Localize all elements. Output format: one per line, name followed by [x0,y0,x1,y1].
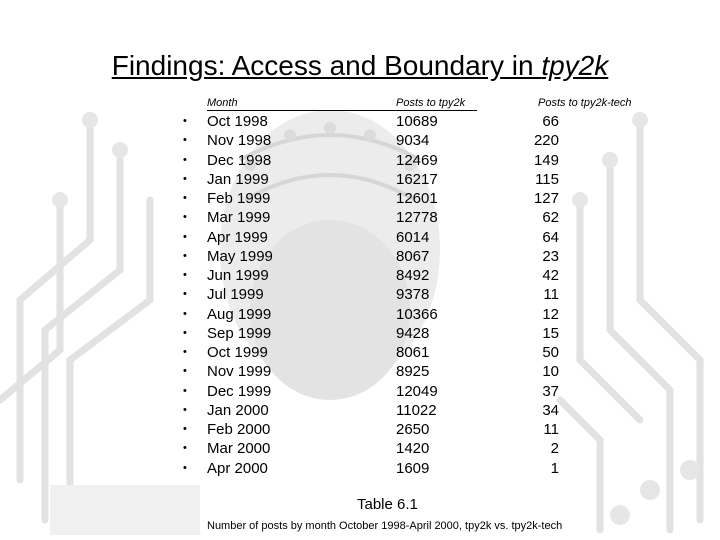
bullet-icon: • [183,384,187,397]
bullet-icon: • [183,346,187,358]
bullet-icon: • [183,269,187,281]
bullet-icon: • [183,172,187,185]
table-row [0,343,720,362]
table-row [0,208,720,227]
posts-cell: 8925 [396,363,430,381]
header-underline [207,110,477,111]
title-text: Findings: Access and Boundary in [111,50,542,81]
month-cell: Oct 1999 [207,344,268,361]
table-row [0,151,720,170]
table-row [0,382,720,401]
bullet-icon: • [183,134,187,147]
month-cell: Apr 1999 [207,228,268,246]
tech-posts-cell: 34 [542,401,559,419]
month-cell: Jul 1999 [207,286,264,304]
bullet-icon: • [183,249,187,262]
month-cell: Jan 1999 [207,170,269,188]
table-row [0,247,720,266]
posts-cell: 1420 [396,440,430,458]
bullet-icon: • [183,442,187,455]
bullet-icon: • [183,211,187,224]
month-cell: Mar 2000 [207,440,271,458]
tech-posts-cell: 11 [543,421,559,438]
month-cell: Dec 1999 [207,382,272,400]
tech-posts-cell: 10 [542,363,559,381]
tech-posts-cell: 66 [542,113,559,130]
posts-column-header: Posts to tpy2k [396,97,466,109]
tech-posts-cell: 149 [533,151,559,169]
table-caption: Table 6.1 [357,496,418,513]
tech-posts-cell: 42 [542,267,559,284]
month-cell: Sep 1999 [207,324,272,342]
posts-cell: 9428 [396,324,430,342]
month-cell: Oct 1998 [207,113,268,130]
table-row [0,112,720,131]
bullet-icon: • [183,115,187,127]
month-cell: Nov 1999 [207,363,272,381]
posts-cell: 9034 [396,132,430,150]
tech-posts-cell: 37 [542,382,559,400]
slide-title [0,50,720,82]
month-cell: Aug 1999 [207,305,272,323]
posts-table [0,112,720,478]
month-cell: Mar 1999 [207,209,271,227]
posts-cell: 10366 [396,305,438,323]
bullet-icon: • [183,153,187,166]
posts-cell: 8067 [396,247,430,265]
month-column-header: Month [207,97,238,109]
posts-cell: 16217 [396,170,438,188]
tech-posts-cell: 23 [542,247,559,265]
table-row [0,420,720,439]
posts-cell: 11022 [396,401,437,419]
tech-posts-cell: 62 [542,209,559,227]
posts-cell: 6014 [396,228,430,246]
posts-cell: 12601 [396,190,438,207]
month-cell: Nov 1998 [207,132,272,150]
month-cell: Jun 1999 [207,267,269,284]
month-cell: Feb 2000 [207,421,271,438]
table-row [0,266,720,285]
posts-cell: 2650 [396,421,430,438]
tech-posts-cell: 50 [542,344,559,361]
bullet-icon: • [183,403,187,416]
posts-cell: 8492 [396,267,430,284]
table-row [0,189,720,208]
bullet-icon: • [183,461,187,474]
tech-posts-cell: 1 [550,459,559,477]
tech-posts-cell: 220 [533,132,559,150]
posts-cell: 10689 [396,113,438,130]
bullet-icon: • [183,192,187,204]
tech-posts-cell: 64 [542,228,559,246]
bullet-icon: • [183,230,187,243]
title-emphasis: tpy2k [541,50,609,81]
table-row [0,439,720,458]
tech-posts-column-header: Posts to tpy2k-tech [538,97,632,109]
table-row [0,131,720,150]
table-row [0,170,720,189]
tech-posts-cell: 115 [535,170,559,188]
table-row [0,285,720,304]
table-row [0,401,720,420]
posts-cell: 12778 [396,209,438,227]
tech-posts-cell: 2 [550,440,559,458]
bullet-icon: • [183,365,187,378]
month-cell: Jan 2000 [207,401,269,419]
bullet-icon: • [183,288,187,301]
bullet-icon: • [183,307,187,320]
bullet-icon: • [183,423,187,435]
posts-cell: 1609 [396,459,430,477]
tech-posts-cell: 12 [542,305,559,323]
posts-cell: 9378 [396,286,430,304]
tech-posts-cell: 11 [543,286,559,304]
table-row [0,305,720,324]
table-row [0,459,720,478]
month-cell: Apr 2000 [207,459,268,477]
posts-cell: 12469 [396,151,438,169]
table-row [0,228,720,247]
posts-cell: 12049 [396,382,438,400]
table-note: Number of posts by month October 1998-April 2000, tpy2k vs. tpy2k-tech [207,520,563,532]
bullet-icon: • [183,326,187,339]
posts-cell: 8061 [396,344,430,361]
table-row [0,324,720,343]
tech-posts-cell: 15 [542,324,559,342]
month-cell: Feb 1999 [207,190,271,207]
month-cell: Dec 1998 [207,151,272,169]
month-cell: May 1999 [207,247,273,265]
tech-posts-cell: 127 [533,190,559,207]
table-row [0,362,720,381]
